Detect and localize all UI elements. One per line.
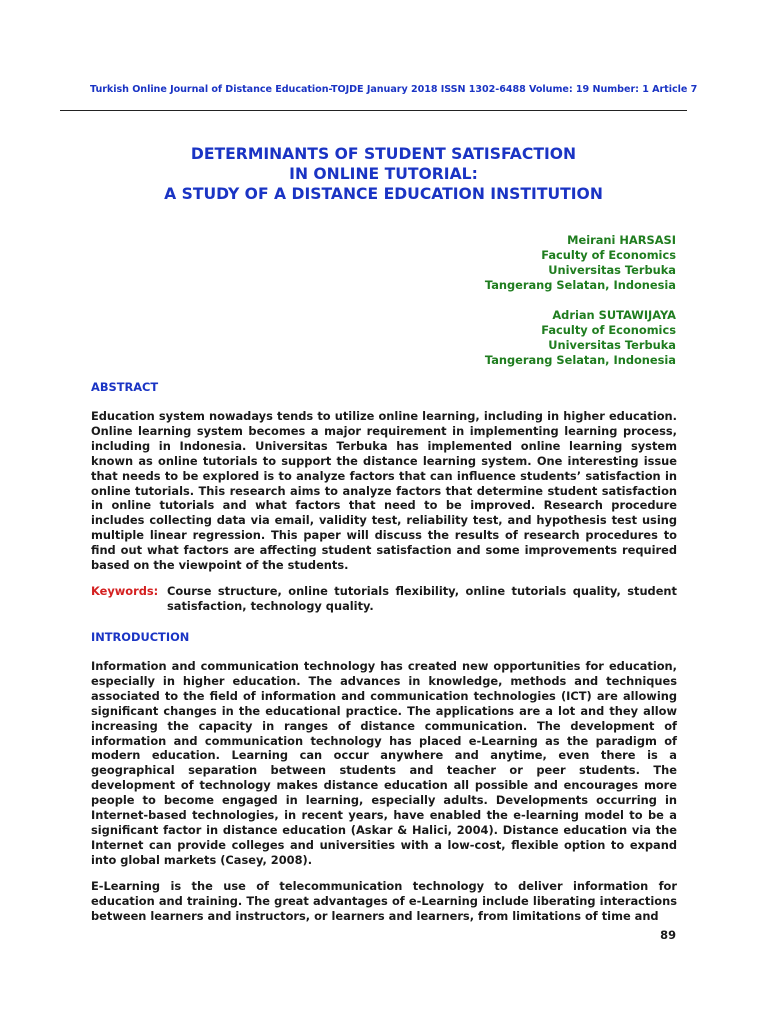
author-name: Adrian SUTAWIJAYA bbox=[552, 308, 676, 322]
author-faculty: Faculty of Economics bbox=[541, 323, 676, 337]
title-line-3: A STUDY OF A DISTANCE EDUCATION INSTITUTION bbox=[164, 185, 603, 203]
header-divider bbox=[60, 110, 687, 111]
author-list bbox=[485, 233, 676, 383]
author-name: Meirani HARSASI bbox=[567, 233, 676, 247]
abstract-heading: ABSTRACT bbox=[91, 380, 159, 394]
keywords-label: Keywords: bbox=[91, 584, 159, 598]
introduction-paragraph-2: E-Learning is the use of telecommunication technology to deliver information for education and training. The great advantages of e-Learning include liberating interactions between learners and instructors, or learners and learners, from limitations of time and bbox=[91, 879, 677, 923]
introduction-heading: INTRODUCTION bbox=[91, 630, 190, 644]
page-number: 89 bbox=[660, 928, 676, 942]
abstract-text: Education system nowadays tends to utilize online learning, including in higher education. Online learning system becomes a major requirement in implementing learning process, including in Indonesia. Universitas Terbuka has implemented online learning system known as online tutorials to support the distance learning system. One interesting issue that needs to be explored is to analyze factors that can influence students’ satisfaction in online tutorials. This research aims to analyze factors that determine student satisfaction in online tutorials and what factors that need to be improved. Research procedure includes collecting data via email, validity test, reliability test, and hypothesis test using multiple linear regression. This paper will discuss the results of research procedures to find out what factors are affecting student satisfaction and some improvements required based on the viewpoint of the students. bbox=[91, 409, 677, 573]
author-university: Universitas Terbuka bbox=[548, 338, 676, 352]
title-line-1: DETERMINANTS OF STUDENT SATISFACTION bbox=[190, 145, 577, 163]
keywords-text: Course structure, online tutorials flexibility, online tutorials quality, student satisfaction, technology quality. bbox=[167, 584, 677, 613]
paper-title bbox=[90, 144, 677, 204]
author-location: Tangerang Selatan, Indonesia bbox=[484, 278, 676, 292]
introduction-paragraph-1: Information and communication technology has created new opportunities for education, especially in higher education. The advances in knowledge, methods and techniques associated to the field of information and communication technologies (ICT) are allowing significant changes in the educational practice. The applications are a lot and they allow increasing the capacity in ranges of distance communication. The development of information and communication technology has placed e-Learning as the paradigm of modern education. Learning can occur anywhere and anytime, even there is a geographical separation between students and teacher or peer students. The development of technology makes distance education all possible and encourages more people to become engaged in learning, especially adults. Developments occurring in Internet-based technologies, in recent years, have enabled the e-learning model to be a significant factor in distance education (Askar & Halici, 2004). Distance education via the Internet can provide colleges and universities with a low-cost, flexible option to expand into global markets (Casey, 2008). bbox=[91, 659, 677, 867]
author-location: Tangerang Selatan, Indonesia bbox=[484, 353, 676, 367]
journal-header: Turkish Online Journal of Distance Education-TOJDE January 2018 ISSN 1302-6488 Volume: 19 Number: 1 Article 7 bbox=[90, 84, 698, 95]
author-university: Universitas Terbuka bbox=[548, 263, 676, 277]
keywords bbox=[91, 584, 677, 614]
author-block bbox=[485, 233, 676, 293]
title-line-2: IN ONLINE TUTORIAL: bbox=[289, 165, 478, 183]
author-faculty: Faculty of Economics bbox=[541, 248, 676, 262]
author-block bbox=[485, 308, 676, 368]
